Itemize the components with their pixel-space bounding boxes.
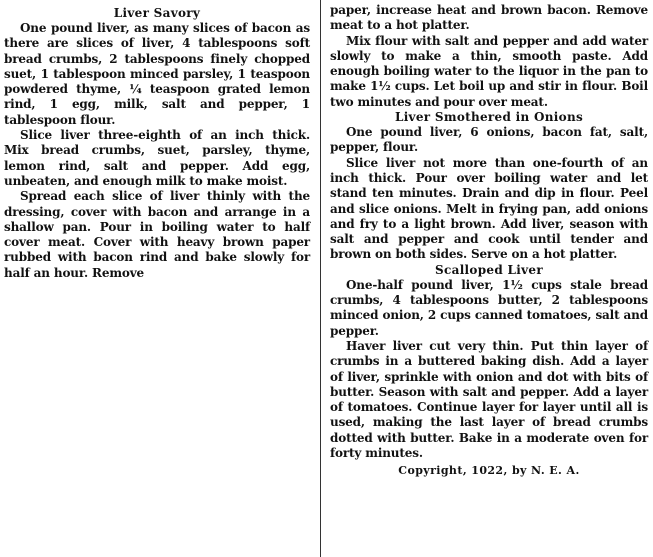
recipe-title-scalloped-liver: Scalloped Liver <box>435 262 543 277</box>
scalloped-liver-ingredients: One-half pound liver, 1½ cups stale bread crumbs, 4 tablespoons butter, 2 tablespoons minced onion, 2 cups canned tomatoes, salt and pepper. <box>330 277 648 338</box>
column-divider <box>320 0 321 557</box>
liver-smothered-ingredients: One pound liver, 6 onions, bacon fat, salt, pepper, flour. <box>330 125 648 155</box>
recipe-title-liver-smothered: Liver Smothered in Onions <box>394 110 584 125</box>
right-column <box>330 3 648 478</box>
liver-savory-ingredients: One pound liver, as many slices of bacon as there are slices of liver, 4 tablespoons soft bread crumbs, 2 tablespoons finely chopped suet, 1 tablespoon minced parsley, 1 teaspoon powdered thyme, ¼ teaspoon grated lemon rind, 1 egg, milk, salt and pepper, 1 tablespoon flour. <box>4 21 310 127</box>
liver-savory-step-2: Spread each slice of liver thinly with the dressing, cover with bacon and arrange in a shallow pan. Pour in boiling water to half cover meat. Cover with heavy brown paper rubbed with bacon rind and bake slowly for half an hour. Remove <box>4 189 310 280</box>
recipe-title-liver-savory: Liver Savory <box>113 6 201 20</box>
liver-smothered-directions: Slice liver not more than one-fourth of an inch thick. Pour over boiling water and let stand ten minutes. Drain and dip in flour. Peel and slice onions. Melt in frying pan, add onions and fry to a light brown. Add liver, season with salt and pepper and cook until tender and brown on both sides. Serve on a hot platter. <box>330 155 648 262</box>
left-column <box>4 6 310 281</box>
copyright-credit: Copyright, 1022, by N. E. A. <box>398 464 580 478</box>
scalloped-liver-directions: Haver liver cut very thin. Put thin layer of crumbs in a buttered baking dish. Add a layer of liver, sprinkle with onion and dot with bits of butter. Season with salt and pepper. Add a layer of tomatoes. Continue layer for layer until all is used, making the last layer of bread crumbs dotted with butter. Bake in a moderate oven for forty minutes. <box>330 338 648 461</box>
liver-savory-step-2-continued: paper, increase heat and brown bacon. Remove meat to a hot platter. <box>330 3 648 33</box>
liver-savory-step-1: Slice liver three-eighth of an inch thick. Mix bread crumbs, suet, parsley, thyme, lemon rind, salt and pepper. Add egg, unbeaten, and enough milk to make moist. <box>4 128 310 188</box>
liver-savory-step-3: Mix flour with salt and pepper and add water slowly to make a thin, smooth paste. Add enough boiling water to the liquor in the pan to make 1½ cups. Let boil up and stir in flour. Boil two minutes and pour over meat. <box>330 33 648 109</box>
